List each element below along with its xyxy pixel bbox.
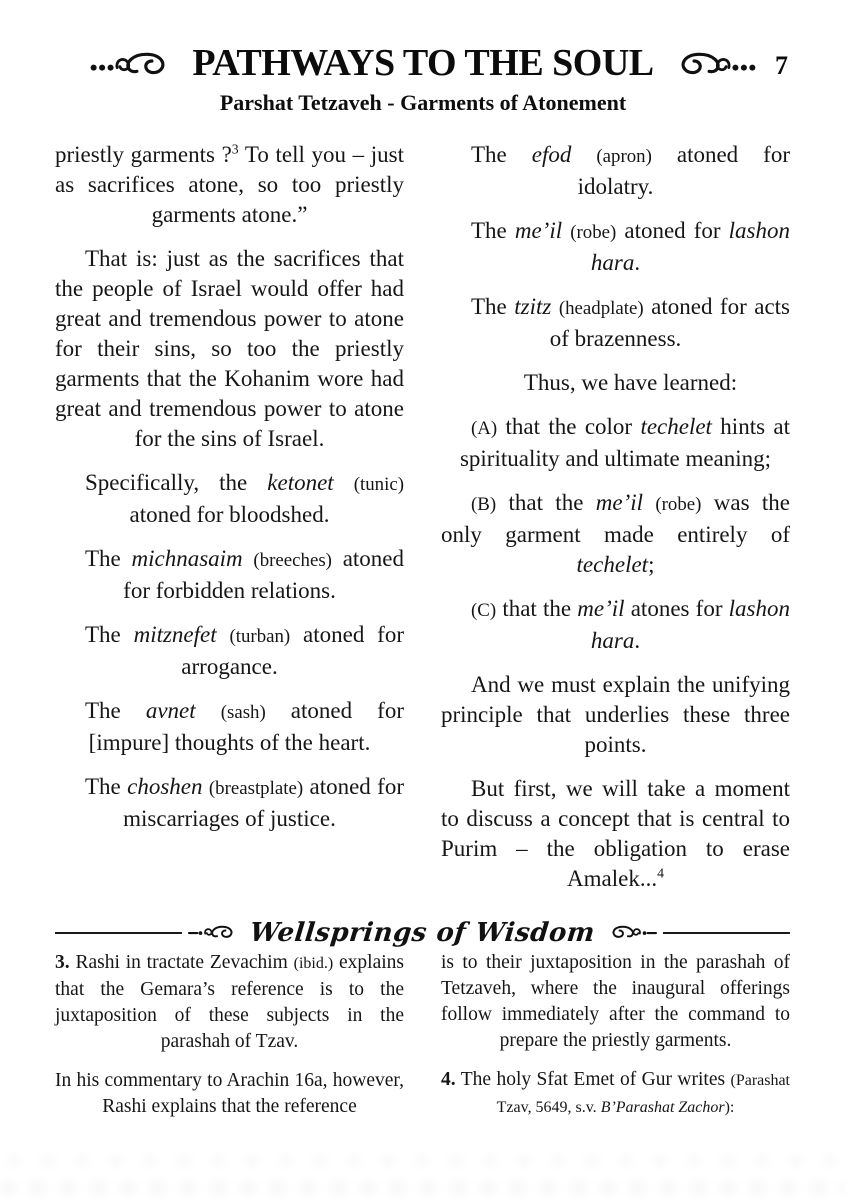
text-segment: techelet (576, 552, 649, 577)
text-segment: me’il (595, 490, 644, 515)
body-paragraph (441, 670, 790, 760)
text-segment (551, 294, 559, 319)
text-segment: (headplate) (558, 298, 644, 319)
text-segment: me’il (577, 596, 625, 621)
body-paragraph (441, 140, 790, 202)
text-segment: atoned for (616, 218, 729, 243)
footnote-ref: 3 (231, 141, 239, 157)
text-segment: ketonet (267, 470, 334, 495)
text-segment: that the (496, 596, 578, 621)
text-segment: And we must explain the unifying principle that underlies these three points. (441, 672, 790, 757)
text-segment: (apron) (596, 146, 652, 167)
text-segment: The (85, 774, 128, 799)
text-segment: Thus, we have learned: (523, 370, 738, 395)
text-segment: The (471, 142, 532, 167)
text-segment: (sash) (220, 702, 266, 723)
body-paragraph (441, 216, 790, 278)
text-segment: The (85, 622, 134, 647)
text-segment: The (471, 294, 515, 319)
text-segment: mitznefet (133, 622, 217, 647)
main-text-right-column (441, 140, 790, 908)
body-paragraph (441, 594, 790, 656)
text-segment (217, 622, 230, 647)
text-segment: efod (531, 142, 572, 167)
text-segment: techelet (640, 414, 712, 439)
footnote-paragraph (441, 1067, 790, 1121)
text-segment: . (634, 628, 641, 653)
text-segment: avnet (145, 698, 196, 723)
body-paragraph (55, 772, 404, 834)
body-paragraph (441, 368, 790, 398)
text-segment: that the (496, 490, 596, 515)
text-segment: atoned for [impure] thoughts of the heart. (88, 698, 404, 755)
text-segment: hints at spirituality and ultimate meaning; (459, 414, 790, 471)
text-segment: The (471, 218, 515, 243)
text-segment (562, 218, 570, 243)
divider-rule-right (663, 932, 790, 934)
page-number: 7 (775, 51, 788, 80)
text-segment: atoned for acts of brazenness. (549, 294, 790, 351)
text-segment: The (85, 698, 146, 723)
text-segment: Rashi in tractate Zevachim (69, 952, 294, 973)
text-segment: atoned for forbidden relations. (123, 546, 404, 603)
divider-rule-left (55, 932, 182, 934)
body-paragraph (55, 140, 404, 230)
text-segment: ; (648, 552, 655, 577)
body-paragraph (441, 412, 790, 474)
text-segment: (C) (471, 600, 497, 621)
text-segment: lashon hara (590, 218, 790, 275)
text-segment: (robe) (570, 222, 617, 243)
title-row (88, 42, 757, 84)
divider-flourish-right-icon (605, 921, 657, 946)
text-segment (571, 142, 596, 167)
text-segment: To tell you – just as sacrifices atone, so too priestly garments atone.” (55, 142, 404, 227)
text-segment (243, 546, 254, 571)
text-segment: was the only garment made entirely of (441, 490, 791, 547)
text-segment: (breastplate) (208, 778, 304, 799)
footnote-ref: 4 (657, 865, 664, 881)
text-segment: atones for (624, 596, 729, 621)
text-segment: me’il (514, 218, 563, 243)
chapter-subtitle: Parshat Tetzaveh - Garments of Atonement (219, 90, 627, 115)
text-segment: The (85, 546, 132, 571)
footnotes-right-column (441, 950, 790, 1134)
text-segment: choshen (127, 774, 203, 799)
text-segment: atoned for bloodshed. (129, 502, 330, 527)
text-segment: atoned for idolatry. (577, 142, 790, 199)
divider-title: Wellsprings of Wisdom (248, 918, 597, 948)
footnote-paragraph (55, 1068, 404, 1120)
text-segment: But first, we will take a moment to discuss a concept that is central to Purim – the obligation to erase Amalek... (441, 776, 790, 891)
text-segment: (B) (471, 494, 497, 515)
text-segment: is to their juxtaposition in the parashah of Tetzaveh, where the inaugural offerings follow immediately after the command to prepare the priestly garments. (441, 952, 790, 1051)
body-paragraph (441, 488, 790, 580)
divider-flourish-left-icon (188, 921, 240, 946)
text-segment: In his commentary to Arachin 16a, however, Rashi explains that the reference (55, 1070, 404, 1117)
text-segment: atoned for arrogance. (181, 622, 404, 679)
body-paragraph (55, 544, 404, 606)
text-segment (196, 698, 221, 723)
text-segment: (breeches) (253, 550, 332, 571)
text-segment: that the color (497, 414, 641, 439)
text-segment (643, 490, 655, 515)
text-segment: 3. (55, 952, 70, 973)
body-paragraph (55, 620, 404, 682)
main-text-left-column (55, 140, 404, 848)
text-segment: (robe) (655, 494, 702, 515)
body-paragraph (441, 292, 790, 354)
book-title: PATHWAYS TO THE SOUL (192, 42, 654, 84)
text-segment: 4. (441, 1069, 456, 1090)
text-segment: (tunic) (353, 474, 405, 495)
text-segment: (Parashat Tzav, 5649, s.v. (496, 1072, 790, 1116)
text-segment: . (634, 250, 641, 275)
text-segment: (turban) (229, 626, 291, 647)
text-segment: Specifically, the (85, 470, 268, 495)
body-paragraph (55, 244, 404, 454)
footnote-divider (55, 912, 790, 954)
text-segment (334, 470, 354, 495)
text-segment: lashon hara (590, 596, 791, 653)
text-segment: The holy Sfat Emet of Gur writes (455, 1069, 731, 1090)
scroll-flourish-left-icon (88, 44, 182, 83)
footnotes-left-column (55, 950, 404, 1133)
text-segment: priestly garments ? (55, 142, 232, 167)
footnote-paragraph (55, 950, 404, 1055)
body-paragraph (441, 774, 790, 894)
body-paragraph (55, 468, 404, 530)
page-showthrough-texture (0, 1152, 846, 1198)
text-segment: tzitz (514, 294, 552, 319)
text-segment: That is: just as the sacrifices that the people of Israel would offer had great and tremendous power to atone for their sins, so too the priestly garments that the Kohanim wore had great and tremendous power to atone for the sins of Israel. (55, 246, 404, 451)
footnote-paragraph (441, 950, 790, 1054)
text-segment: michnasaim (131, 546, 243, 571)
scroll-flourish-right-icon (664, 44, 758, 83)
text-segment: atoned for miscarriages of justice. (123, 774, 404, 831)
text-segment: ): (724, 1099, 735, 1116)
text-segment: B’Parashat Zachor (600, 1099, 725, 1116)
body-paragraph (55, 696, 404, 758)
text-segment: explains that the Gemara’s reference is to the juxtaposition of these subjects in the parashah of Tzav. (55, 952, 404, 1052)
text-segment: (ibid.) (293, 955, 334, 972)
text-segment: (A) (471, 418, 498, 439)
page-header (0, 42, 846, 84)
